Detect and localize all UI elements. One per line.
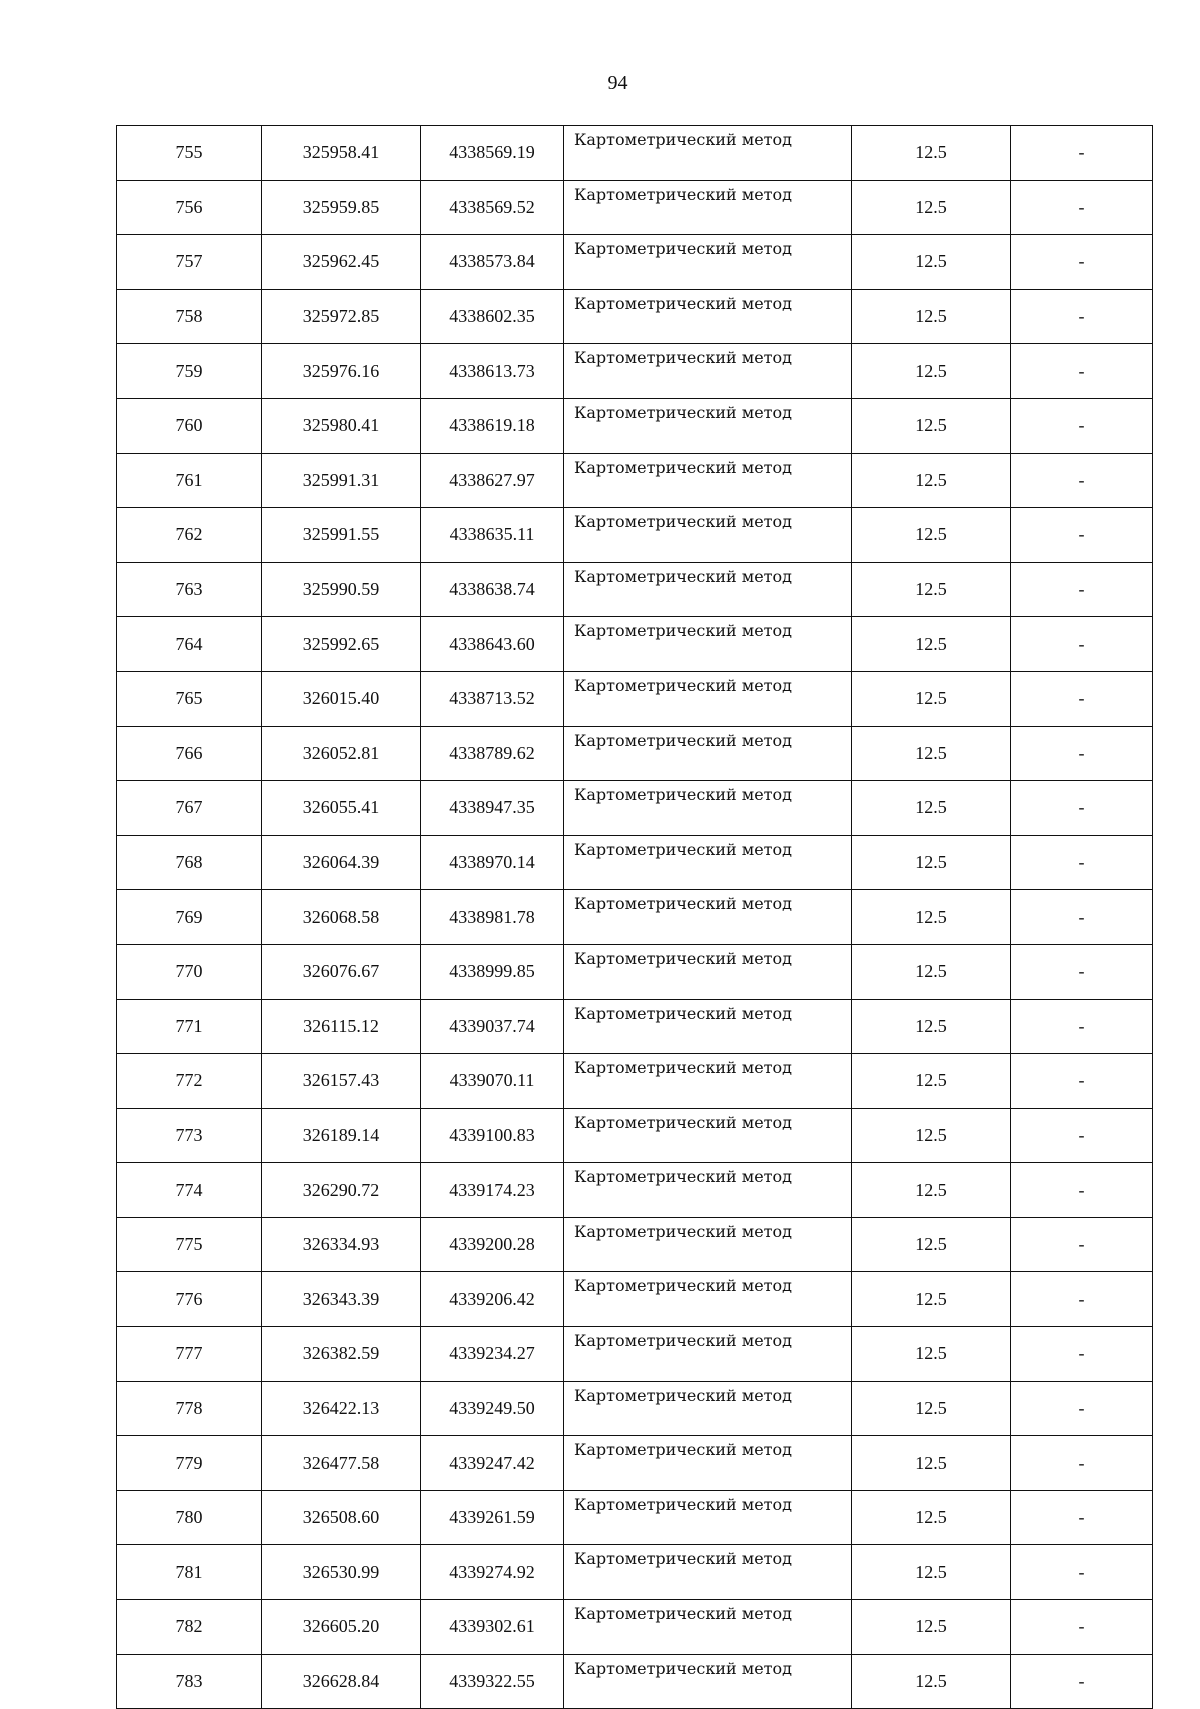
coordinate-x-cell: 325990.59 [262, 562, 421, 617]
description-cell: - [1011, 1163, 1153, 1218]
table-row [117, 1381, 1153, 1436]
table-row [117, 180, 1153, 235]
description-cell: - [1011, 180, 1153, 235]
coordinate-x-cell: 325991.55 [262, 508, 421, 563]
description-cell: - [1011, 781, 1153, 836]
table-row [117, 999, 1153, 1054]
coordinate-x-cell: 326530.99 [262, 1545, 421, 1600]
table-row [117, 944, 1153, 999]
coordinate-x-cell: 326605.20 [262, 1600, 421, 1655]
coordinate-y-cell: 4339261.59 [421, 1490, 564, 1545]
method-cell: Картометрический метод [564, 344, 852, 399]
table-row [117, 781, 1153, 836]
coordinate-y-cell: 4338573.84 [421, 235, 564, 290]
coordinate-y-cell: 4338569.19 [421, 126, 564, 181]
description-cell: - [1011, 1490, 1153, 1545]
coordinate-x-cell: 326477.58 [262, 1436, 421, 1491]
method-cell: Картометрический метод [564, 235, 852, 290]
method-cell: Картометрический метод [564, 508, 852, 563]
method-cell: Картометрический метод [564, 617, 852, 672]
method-cell: Картометрический метод [564, 1381, 852, 1436]
description-cell: - [1011, 890, 1153, 945]
accuracy-cell: 12.5 [852, 1327, 1011, 1382]
coordinate-x-cell: 325980.41 [262, 398, 421, 453]
coordinate-y-cell: 4339322.55 [421, 1654, 564, 1709]
description-cell: - [1011, 835, 1153, 890]
coordinate-y-cell: 4339100.83 [421, 1108, 564, 1163]
point-number-cell: 777 [117, 1327, 262, 1382]
description-cell: - [1011, 508, 1153, 563]
description-cell: - [1011, 289, 1153, 344]
method-cell: Картометрический метод [564, 453, 852, 508]
accuracy-cell: 12.5 [852, 1490, 1011, 1545]
description-cell: - [1011, 344, 1153, 399]
coordinate-y-cell: 4338999.85 [421, 944, 564, 999]
method-cell: Картометрический метод [564, 671, 852, 726]
point-number-cell: 778 [117, 1381, 262, 1436]
description-cell: - [1011, 1654, 1153, 1709]
coordinate-x-cell: 325959.85 [262, 180, 421, 235]
coordinate-y-cell: 4339037.74 [421, 999, 564, 1054]
accuracy-cell: 12.5 [852, 999, 1011, 1054]
description-cell: - [1011, 944, 1153, 999]
method-cell: Картометрический метод [564, 1545, 852, 1600]
point-number-cell: 780 [117, 1490, 262, 1545]
method-cell: Картометрический метод [564, 562, 852, 617]
table-row [117, 453, 1153, 508]
point-number-cell: 764 [117, 617, 262, 672]
accuracy-cell: 12.5 [852, 944, 1011, 999]
description-cell: - [1011, 1217, 1153, 1272]
accuracy-cell: 12.5 [852, 508, 1011, 563]
table-row [117, 398, 1153, 453]
table-row [117, 1436, 1153, 1491]
point-number-cell: 783 [117, 1654, 262, 1709]
accuracy-cell: 12.5 [852, 562, 1011, 617]
accuracy-cell: 12.5 [852, 1272, 1011, 1327]
method-cell: Картометрический метод [564, 890, 852, 945]
description-cell: - [1011, 1381, 1153, 1436]
description-cell: - [1011, 1108, 1153, 1163]
accuracy-cell: 12.5 [852, 726, 1011, 781]
coordinate-y-cell: 4339302.61 [421, 1600, 564, 1655]
method-cell: Картометрический метод [564, 944, 852, 999]
accuracy-cell: 12.5 [852, 235, 1011, 290]
point-number-cell: 761 [117, 453, 262, 508]
coordinate-x-cell: 326076.67 [262, 944, 421, 999]
point-number-cell: 770 [117, 944, 262, 999]
method-cell: Картометрический метод [564, 1436, 852, 1491]
accuracy-cell: 12.5 [852, 781, 1011, 836]
coordinate-x-cell: 325962.45 [262, 235, 421, 290]
coordinate-x-cell: 326064.39 [262, 835, 421, 890]
coordinate-x-cell: 326290.72 [262, 1163, 421, 1218]
point-number-cell: 755 [117, 126, 262, 181]
coordinate-x-cell: 325958.41 [262, 126, 421, 181]
coordinate-y-cell: 4339174.23 [421, 1163, 564, 1218]
point-number-cell: 782 [117, 1600, 262, 1655]
coordinate-x-cell: 326052.81 [262, 726, 421, 781]
method-cell: Картометрический метод [564, 1108, 852, 1163]
accuracy-cell: 12.5 [852, 1545, 1011, 1600]
accuracy-cell: 12.5 [852, 126, 1011, 181]
description-cell: - [1011, 1327, 1153, 1382]
point-number-cell: 769 [117, 890, 262, 945]
description-cell: - [1011, 126, 1153, 181]
description-cell: - [1011, 999, 1153, 1054]
coordinate-y-cell: 4338613.73 [421, 344, 564, 399]
point-number-cell: 779 [117, 1436, 262, 1491]
accuracy-cell: 12.5 [852, 1381, 1011, 1436]
point-number-cell: 766 [117, 726, 262, 781]
accuracy-cell: 12.5 [852, 835, 1011, 890]
description-cell: - [1011, 1272, 1153, 1327]
table-row [117, 1163, 1153, 1218]
table-row [117, 235, 1153, 290]
description-cell: - [1011, 671, 1153, 726]
description-cell: - [1011, 1436, 1153, 1491]
coordinate-y-cell: 4338638.74 [421, 562, 564, 617]
method-cell: Картометрический метод [564, 289, 852, 344]
coordinate-x-cell: 325976.16 [262, 344, 421, 399]
method-cell: Картометрический метод [564, 1054, 852, 1109]
coordinate-x-cell: 326343.39 [262, 1272, 421, 1327]
coordinate-y-cell: 4339247.42 [421, 1436, 564, 1491]
coordinate-x-cell: 326508.60 [262, 1490, 421, 1545]
coordinate-y-cell: 4338635.11 [421, 508, 564, 563]
table-row [117, 1654, 1153, 1709]
method-cell: Картометрический метод [564, 1272, 852, 1327]
table-row [117, 1108, 1153, 1163]
point-number-cell: 771 [117, 999, 262, 1054]
accuracy-cell: 12.5 [852, 671, 1011, 726]
accuracy-cell: 12.5 [852, 617, 1011, 672]
table-row [117, 1272, 1153, 1327]
accuracy-cell: 12.5 [852, 1600, 1011, 1655]
coordinate-x-cell: 326422.13 [262, 1381, 421, 1436]
coordinate-y-cell: 4338619.18 [421, 398, 564, 453]
coordinate-x-cell: 326189.14 [262, 1108, 421, 1163]
table-body [117, 126, 1153, 1709]
method-cell: Картометрический метод [564, 781, 852, 836]
accuracy-cell: 12.5 [852, 1654, 1011, 1709]
point-number-cell: 767 [117, 781, 262, 836]
coordinate-x-cell: 325972.85 [262, 289, 421, 344]
coordinate-x-cell: 326382.59 [262, 1327, 421, 1382]
method-cell: Картометрический метод [564, 835, 852, 890]
description-cell: - [1011, 1545, 1153, 1600]
point-number-cell: 775 [117, 1217, 262, 1272]
coordinate-y-cell: 4338981.78 [421, 890, 564, 945]
coordinate-y-cell: 4339234.27 [421, 1327, 564, 1382]
point-number-cell: 763 [117, 562, 262, 617]
coordinate-x-cell: 326055.41 [262, 781, 421, 836]
coordinate-y-cell: 4339206.42 [421, 1272, 564, 1327]
table-row [117, 126, 1153, 181]
accuracy-cell: 12.5 [852, 289, 1011, 344]
point-number-cell: 758 [117, 289, 262, 344]
coordinate-y-cell: 4339249.50 [421, 1381, 564, 1436]
method-cell: Картометрический метод [564, 999, 852, 1054]
description-cell: - [1011, 1600, 1153, 1655]
accuracy-cell: 12.5 [852, 890, 1011, 945]
coordinate-x-cell: 325991.31 [262, 453, 421, 508]
coordinate-x-cell: 325992.65 [262, 617, 421, 672]
accuracy-cell: 12.5 [852, 344, 1011, 399]
method-cell: Картометрический метод [564, 398, 852, 453]
method-cell: Картометрический метод [564, 1600, 852, 1655]
point-number-cell: 765 [117, 671, 262, 726]
description-cell: - [1011, 726, 1153, 781]
coordinate-y-cell: 4338569.52 [421, 180, 564, 235]
coordinate-x-cell: 326334.93 [262, 1217, 421, 1272]
table-row [117, 671, 1153, 726]
accuracy-cell: 12.5 [852, 1163, 1011, 1218]
coordinate-x-cell: 326068.58 [262, 890, 421, 945]
description-cell: - [1011, 398, 1153, 453]
accuracy-cell: 12.5 [852, 453, 1011, 508]
point-number-cell: 768 [117, 835, 262, 890]
accuracy-cell: 12.5 [852, 1108, 1011, 1163]
point-number-cell: 774 [117, 1163, 262, 1218]
accuracy-cell: 12.5 [852, 1436, 1011, 1491]
table-row [117, 890, 1153, 945]
table-row [117, 562, 1153, 617]
coordinate-y-cell: 4339274.92 [421, 1545, 564, 1600]
table-row [117, 344, 1153, 399]
point-number-cell: 772 [117, 1054, 262, 1109]
point-number-cell: 781 [117, 1545, 262, 1600]
table-row [117, 726, 1153, 781]
accuracy-cell: 12.5 [852, 1217, 1011, 1272]
method-cell: Картометрический метод [564, 1163, 852, 1218]
description-cell: - [1011, 617, 1153, 672]
table-row [117, 1545, 1153, 1600]
description-cell: - [1011, 235, 1153, 290]
method-cell: Картометрический метод [564, 126, 852, 181]
table-row [117, 835, 1153, 890]
table-row [117, 1600, 1153, 1655]
page-number: 94 [607, 72, 628, 94]
point-number-cell: 760 [117, 398, 262, 453]
description-cell: - [1011, 562, 1153, 617]
coordinate-y-cell: 4338947.35 [421, 781, 564, 836]
point-number-cell: 756 [117, 180, 262, 235]
coordinate-x-cell: 326015.40 [262, 671, 421, 726]
coordinate-y-cell: 4338713.52 [421, 671, 564, 726]
method-cell: Картометрический метод [564, 1217, 852, 1272]
coordinate-y-cell: 4339070.11 [421, 1054, 564, 1109]
table-row [117, 1217, 1153, 1272]
table-row [117, 617, 1153, 672]
point-number-cell: 776 [117, 1272, 262, 1327]
accuracy-cell: 12.5 [852, 398, 1011, 453]
coordinates-table [116, 125, 1153, 1709]
description-cell: - [1011, 1054, 1153, 1109]
coordinate-y-cell: 4338970.14 [421, 835, 564, 890]
coordinate-y-cell: 4338643.60 [421, 617, 564, 672]
accuracy-cell: 12.5 [852, 180, 1011, 235]
point-number-cell: 757 [117, 235, 262, 290]
point-number-cell: 773 [117, 1108, 262, 1163]
method-cell: Картометрический метод [564, 1490, 852, 1545]
method-cell: Картометрический метод [564, 180, 852, 235]
table-row [117, 289, 1153, 344]
accuracy-cell: 12.5 [852, 1054, 1011, 1109]
table-row [117, 1054, 1153, 1109]
coordinate-y-cell: 4338789.62 [421, 726, 564, 781]
coordinate-x-cell: 326628.84 [262, 1654, 421, 1709]
coordinate-y-cell: 4338627.97 [421, 453, 564, 508]
coordinate-y-cell: 4339200.28 [421, 1217, 564, 1272]
coordinate-x-cell: 326157.43 [262, 1054, 421, 1109]
table-row [117, 508, 1153, 563]
method-cell: Картометрический метод [564, 1654, 852, 1709]
point-number-cell: 759 [117, 344, 262, 399]
table-row [117, 1490, 1153, 1545]
coordinate-x-cell: 326115.12 [262, 999, 421, 1054]
method-cell: Картометрический метод [564, 726, 852, 781]
method-cell: Картометрический метод [564, 1327, 852, 1382]
table-row [117, 1327, 1153, 1382]
description-cell: - [1011, 453, 1153, 508]
coordinate-y-cell: 4338602.35 [421, 289, 564, 344]
point-number-cell: 762 [117, 508, 262, 563]
